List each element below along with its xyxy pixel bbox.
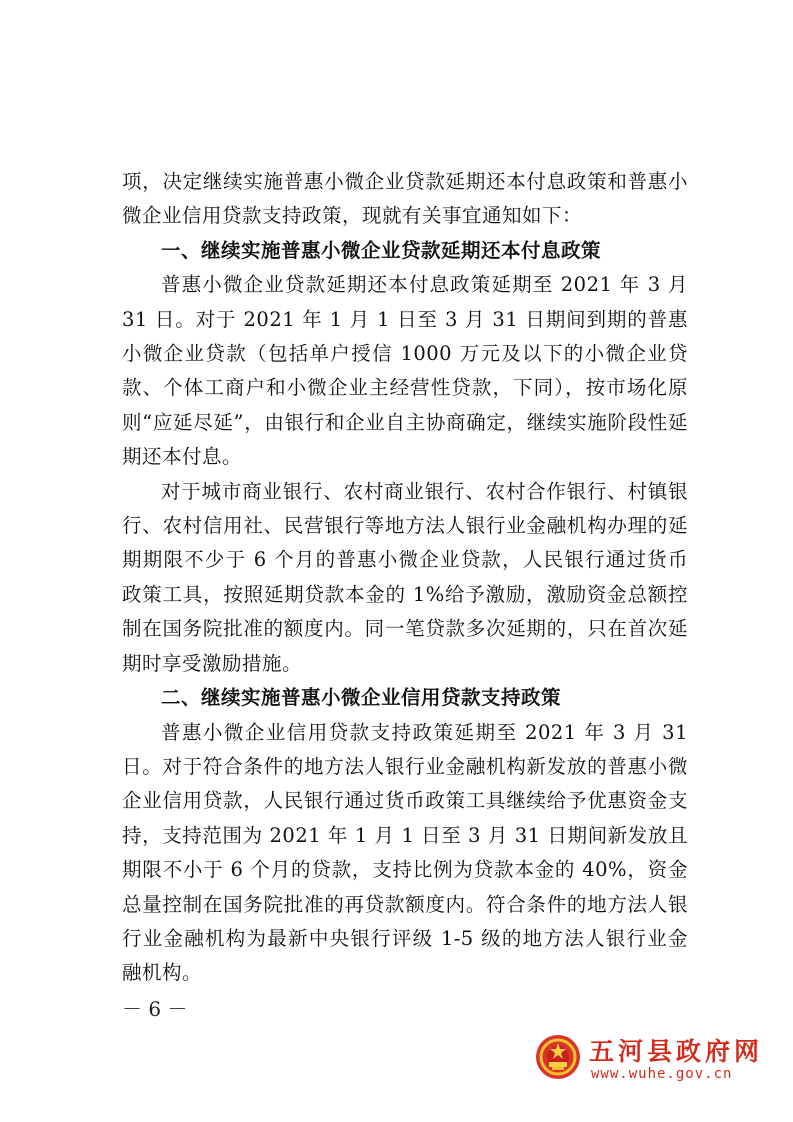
national-emblem-icon [535, 1034, 581, 1080]
watermark-url: www.wuhe.gov.cn [591, 1066, 733, 1082]
document-body [122, 165, 688, 991]
paragraph-intro: 项，决定继续实施普惠小微企业贷款延期还本付息政策和普惠小微企业信用贷款支持政策，现就有关事宜通知如下： [122, 170, 688, 228]
site-watermark [535, 1032, 764, 1092]
watermark-site-name: 五河县政府网 [589, 1037, 764, 1066]
section-heading-2: 二、继续实施普惠小微企业信用贷款支持政策 [161, 686, 562, 710]
paragraph-2-1: 普惠小微企业信用贷款支持政策延期至 2021 年 3 月 31 日。对于符合条件的地方法人银行业金融机构新发放的普惠小微企业信用贷款，人民银行通过货币政策工具继续给予优惠资金支持，支持范围为 2021 年 1 月 1 日至 3 月 31 日期间新发放且期限不小于 6 个月的贷款，支持比例为贷款本金的 40%，资金总量控制在国务院批准的再贷款额度内。符合条件的地方法人银行业金融机构为最新中央银行评级 1-5 级的地方法人银行业金融机构。 [122, 720, 688, 985]
paragraph-1-2: 对于城市商业银行、农村商业银行、农村合作银行、村镇银行、农村信用社、民营银行等地方法人银行业金融机构办理的延期期限不少于 6 个月的普惠小微企业贷款，人民银行通过货币政策工具，按照延期贷款本金的 1%给予激励，激励资金总额控制在国务院批准的额度内。同一笔贷款多次延期的，只在首次延期时享受激励措施。 [122, 479, 688, 675]
paragraph-1-1: 普惠小微企业贷款延期还本付息政策延期至 2021 年 3 月 31 日。对于 2021 年 1 月 1 日至 3 月 31 日期间到期的普惠小微企业贷款（包括单户授信 1000 万元及以下的小微企业贷款、个体工商户和小微企业主经营性贷款，下同），按市场化原则“应延尽延”，由银行和企业自主协商确定，继续实施阶段性延期还本付息。 [122, 273, 688, 469]
page-number: － 6 － [122, 997, 188, 1021]
section-heading-1: 一、继续实施普惠小微企业贷款延期还本付息政策 [161, 238, 602, 262]
